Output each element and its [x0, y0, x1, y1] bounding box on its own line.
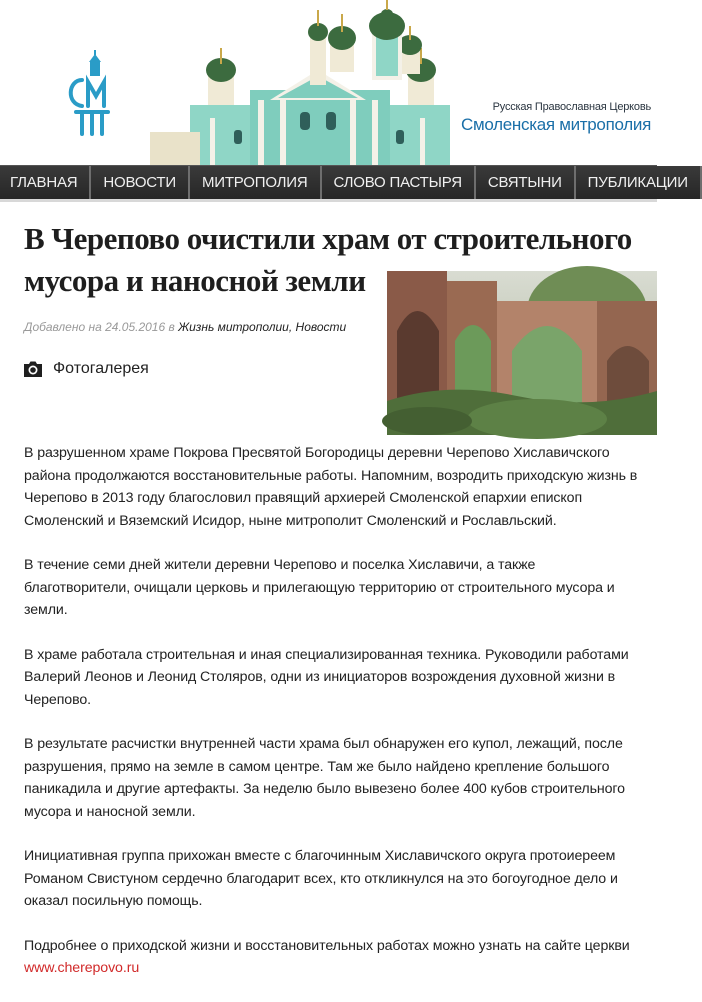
cathedral-image	[150, 0, 480, 165]
article-photo[interactable]	[387, 271, 657, 435]
meta-added-label: Добавлено на	[24, 320, 102, 334]
category-separator: ,	[288, 320, 293, 334]
main-navigation	[0, 165, 688, 202]
nav-item-pastor-word[interactable]: СЛОВО ПАСТЫРЯ	[322, 166, 476, 199]
nav-item-news[interactable]: НОВОСТИ	[91, 166, 190, 199]
meta-date: 24.05.2016	[105, 320, 166, 334]
article-paragraph-last	[24, 935, 644, 980]
category-link-news[interactable]: Новости	[295, 320, 347, 334]
article-body	[24, 442, 644, 1002]
church-site-link[interactable]: www.cherepovo.ru	[24, 960, 140, 976]
article-paragraph: В разрушенном храме Покрова Пресвятой Богородицы деревни Черепово Хиславичского района продолжаются восстановительные работы. Напомним, возродить приходскую жизнь в Черепово в 2013 году благословил правящий архиерей Смоленской епархии епископ Смоленский и Вяземский Исидор, ныне митрополит Смоленский и Рославльский.	[24, 445, 638, 529]
last-paragraph-text: Подробнее о приходской жизни и восстановительных работах можно узнать на сайте церкви	[24, 937, 630, 954]
nav-item-home[interactable]: ГЛАВНАЯ	[0, 166, 91, 199]
article-meta	[24, 320, 346, 334]
metropolis-name[interactable]: Смоленская митрополия	[461, 115, 651, 134]
site-header	[0, 0, 657, 165]
nav-item-metropolis[interactable]: МИТРОПОЛИЯ	[190, 166, 322, 199]
camera-icon	[22, 358, 44, 380]
nav-item-publications[interactable]: ПУБЛИКАЦИИ	[576, 166, 702, 199]
meta-in-label: в	[168, 320, 175, 334]
article-paragraph: В результате расчистки внутренней части храма был обнаружен его купол, лежащий, после разрушения, прямо на земле в самом центре. Там же было найдено крепление большого паникадила и другие артефакты. За неделю было вывезено более 400 кубов строительного мусора и наносной земли.	[24, 736, 625, 820]
article-paragraph: Инициативная группа прихожан вместе с благочинным Хиславичского округа протоиереем Романом Свистуном сердечно благодарит всех, кто откликнулся на это богоугодное дело и оказал посильную помощь.	[24, 848, 618, 909]
article-paragraph: В храме работала строительная и иная специализированная техника. Руководили работами Валерий Леонов и Леонид Столяров, одни из инициаторов возрождения духовной жизни в Черепово.	[24, 646, 629, 708]
article-paragraph: В течение семи дней жители деревни Черепово и поселка Хиславичи, а также благотворители, очищали церковь и прилегающую территорию от строительного мусора и земли.	[24, 557, 615, 618]
nav-item-shrines[interactable]: СВЯТЫНИ	[476, 166, 576, 199]
diocese-logo-icon[interactable]	[62, 50, 114, 138]
church-name-small: Русская Православная Церковь	[492, 101, 651, 113]
photo-gallery-link[interactable]	[22, 358, 149, 380]
category-link-metropolis-life[interactable]: Жизнь митрополии	[178, 320, 289, 334]
gallery-label: Фотогалерея	[53, 360, 149, 377]
article-title: В Черепово очистили храм от строительного мусора и наносной земли	[24, 221, 632, 298]
